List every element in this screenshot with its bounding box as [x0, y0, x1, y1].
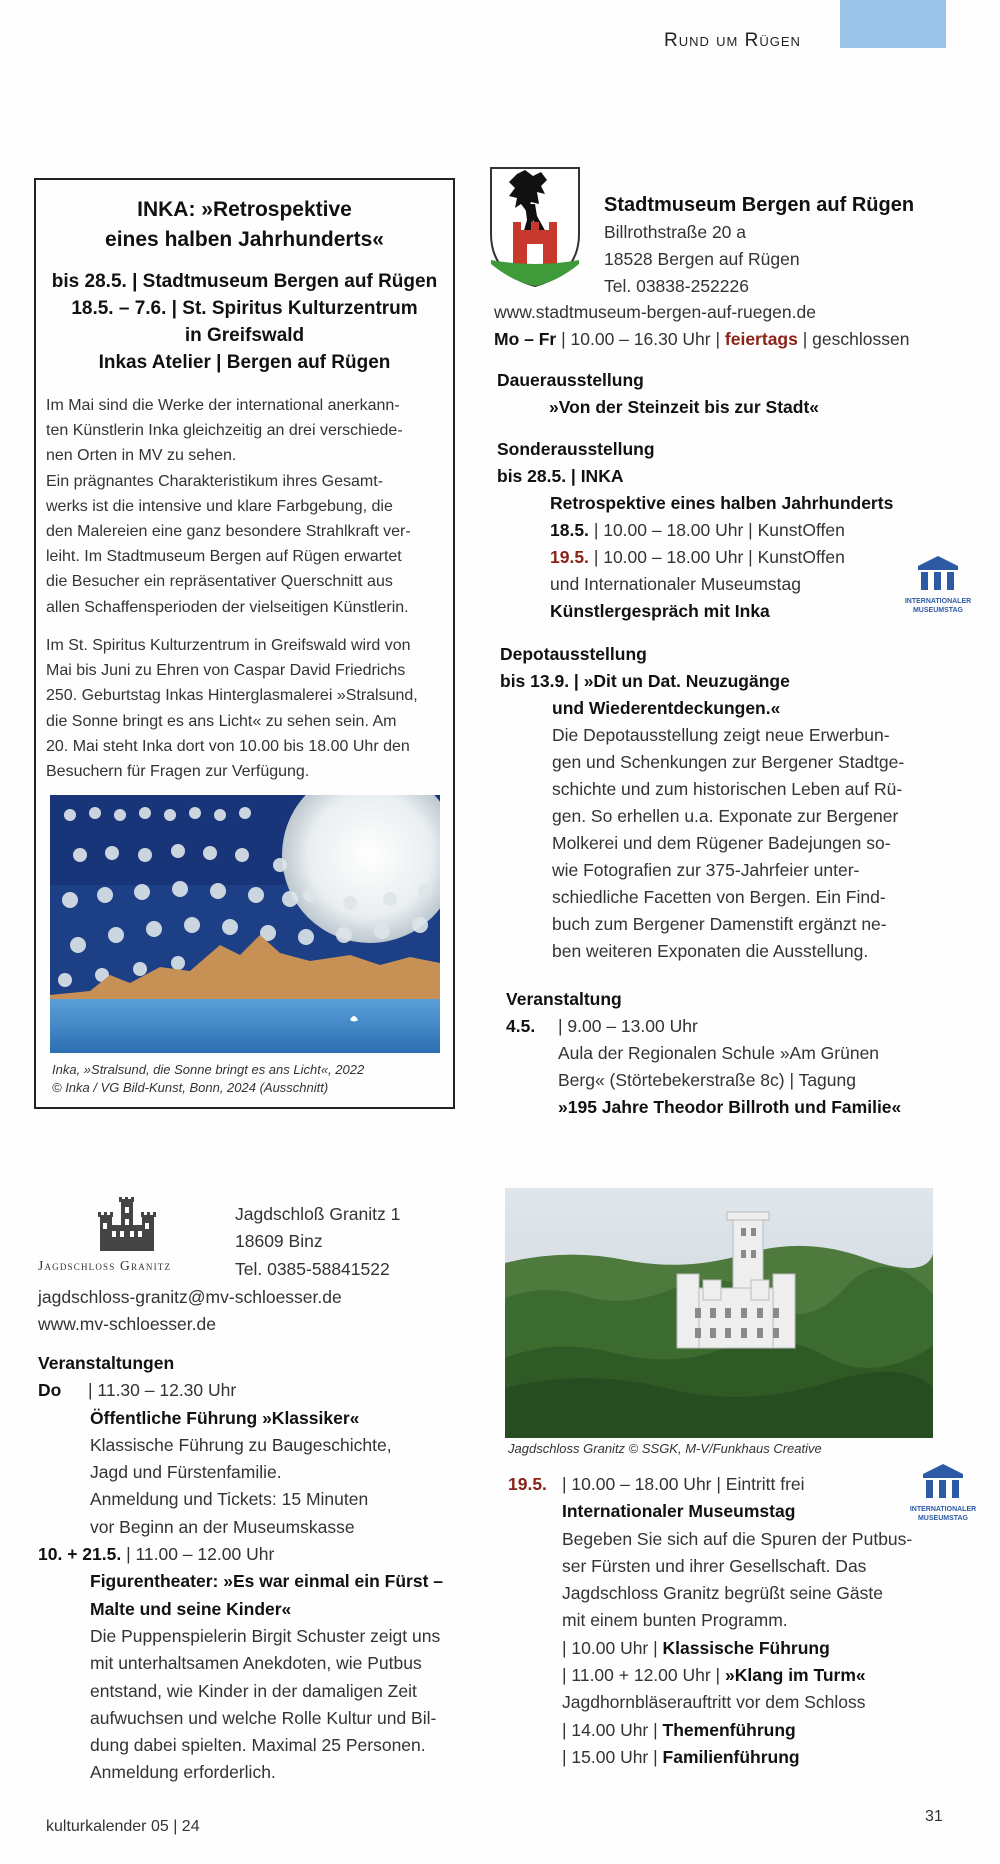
- text-line: Begeben Sie sich auf die Spuren der Putbus-: [562, 1528, 913, 1549]
- text-line: schichte und zum historischen Leben auf Rü-: [552, 779, 903, 799]
- program-item: [562, 1717, 948, 1744]
- event-time: | 11.30 – 12.30 Uhr: [88, 1380, 237, 1401]
- jagdschloss-events: [38, 1350, 488, 1787]
- event-place: Aula der Regionalen Schule »Am Grünen: [558, 1043, 880, 1063]
- dauerausstellung: [497, 367, 819, 421]
- event-1-title: Öffentliche Führung »Klassiker«: [90, 1407, 360, 1428]
- event-place: Berg« (Störtebekerstraße 8c) | Tagung: [558, 1070, 856, 1090]
- museumstag-logo: [898, 1460, 988, 1530]
- text-line: ben weiteren Exponaten die Ausstellung.: [552, 941, 869, 961]
- text-line: die Besucher ein repräsentativer Querschnitt aus: [46, 573, 393, 591]
- text-line: werks ist die intensive und klare Farbgebung, die: [46, 497, 393, 515]
- jagdschloss-website-link[interactable]: www.mv-schloesser.de: [38, 1314, 216, 1335]
- jagdschloss-street: Jagdschloß Granitz 1: [235, 1204, 401, 1224]
- jagdschloss-logo-text: Jagdschloss Granitz: [38, 1258, 172, 1273]
- event-2-time-line: [38, 1541, 488, 1568]
- logo-line: INTERNATIONALER: [904, 598, 972, 605]
- text-line: Die Puppenspielerin Birgit Schuster zeigt uns: [90, 1625, 441, 1646]
- museumstag-event: [508, 1471, 948, 1771]
- text-line: ten Künstlerin Inka gleichzeitig an drei verschiede-: [46, 422, 403, 440]
- event-date: 4.5.: [506, 1016, 536, 1036]
- inka-artwork-image: [50, 795, 440, 1053]
- museum-city: 18528 Bergen auf Rügen: [604, 249, 800, 269]
- section-color-tab: [840, 0, 946, 48]
- event-date: 19.5.: [508, 1474, 547, 1494]
- text-line: Im St. Spiritus Kulturzentrum in Greifswald wird von: [46, 637, 411, 654]
- dauer-heading: Dauerausstellung: [497, 370, 644, 390]
- jagdschloss-photo: [505, 1188, 933, 1438]
- museum-website-link[interactable]: www.stadtmuseum-bergen-auf-ruegen.de: [494, 302, 816, 322]
- event-title: »195 Jahre Theodor Billroth und Familie«: [558, 1097, 902, 1117]
- bergen-coat-of-arms-icon: [487, 164, 583, 290]
- museumstag-building-icon: [898, 1460, 988, 1500]
- event-heading: Veranstaltung: [506, 989, 622, 1009]
- program-time: | 11.00 + 12.00 Uhr |: [562, 1665, 721, 1686]
- text-line: Klassische Führung zu Baugeschichte,: [90, 1434, 392, 1455]
- date: 18.5.: [550, 520, 589, 540]
- event-3-title: Internationaler Museumstag: [562, 1501, 796, 1522]
- text-line: ser Fürsten und ihrer Gesellschaft. Das: [562, 1555, 867, 1576]
- inka-paragraph-1: [46, 393, 444, 620]
- inka-date-line: Inkas Atelier | Bergen auf Rügen: [98, 352, 391, 373]
- stadtmuseum-address: [604, 192, 914, 300]
- caption-line: Inka, »Stralsund, die Sonne bringt es ans Licht«, 2022: [52, 1062, 365, 1077]
- depot-until: bis 13.9. | »Dit un Dat. Neuzugänge: [500, 671, 790, 691]
- event-3-time-line: [508, 1471, 948, 1498]
- sonder-title: Retrospektive eines halben Jahrhunderts: [550, 493, 894, 513]
- text-line: gen. So erhellen u.a. Exponate zur Bergener: [552, 806, 899, 826]
- text-line: wie Fotografien zur 375-Jahrfeier unter-: [552, 860, 860, 880]
- program-title: »Klang im Turm«: [724, 1665, 866, 1686]
- sonder-until: bis 28.5. | INKA: [497, 466, 624, 486]
- inka-image-caption: [52, 1061, 447, 1097]
- inka-dates: [36, 268, 453, 376]
- inka-date-line: bis 28.5. | Stadtmuseum Bergen auf Rügen: [51, 271, 438, 292]
- event-2-title: Malte und seine Kinder«: [90, 1598, 292, 1619]
- sonder-date-2-line2: und Internationaler Museumstag: [550, 574, 801, 594]
- museum-street: Billrothstraße 20 a: [604, 222, 747, 242]
- logo-line: INTERNATIONALER: [909, 1506, 977, 1513]
- text-line: dung dabei spielten. Maximal 25 Personen.: [90, 1735, 426, 1756]
- event-time: | 11.00 – 12.00 Uhr: [126, 1544, 275, 1565]
- inka-date-line: in Greifswald: [184, 325, 305, 346]
- hours-closed: | geschlossen: [802, 329, 910, 349]
- jagdschloss-castle-icon: [94, 1197, 160, 1253]
- text-line: schiedliche Facetten von Bergen. Ein Find-: [552, 887, 886, 907]
- jagdschloss-phone: Tel. 0385-58841522: [235, 1258, 390, 1279]
- jagdschloss-email-link[interactable]: jagdschloss-granitz@mv-schloesser.de: [38, 1287, 342, 1307]
- text-line: die Sonne bringt es ans Licht« zu sehen sein. Am: [46, 712, 397, 730]
- hours-holiday: feiertags: [724, 329, 798, 349]
- text-line: Besuchern für Fragen zur Verfügung.: [46, 763, 310, 781]
- text-line: Die Depotausstellung zeigt neue Erwerbun-: [552, 725, 890, 745]
- museum-phone: Tel. 03838-252226: [604, 276, 749, 296]
- text-line: vor Beginn an der Museumskasse: [90, 1516, 355, 1537]
- text-line: Ein prägnantes Charakteristikum ihres Gesamt-: [46, 472, 384, 490]
- jagdschloss-photo-caption: Jagdschloss Granitz © SSGK, M-V/Funkhaus Creative: [508, 1441, 822, 1456]
- museumstag-logo: [893, 552, 983, 622]
- logo-line: MUSEUMSTAG: [912, 607, 964, 614]
- dauer-title: »Von der Steinzeit bis zur Stadt«: [549, 397, 820, 417]
- event-2-title: Figurentheater: »Es war einmal ein Fürst –: [90, 1571, 444, 1592]
- text-line: aufwuchsen und welche Rolle Kultur und Bil-: [90, 1707, 437, 1728]
- text-line: Jagdschloss Granitz begrüßt seine Gäste: [562, 1583, 883, 1604]
- jagdschloss-contact: [38, 1284, 342, 1339]
- time: | 10.00 – 18.00 Uhr | KunstOffen: [593, 520, 845, 540]
- program-subline: Jagdhornbläserauftritt vor dem Schloss: [562, 1692, 866, 1713]
- publication-footer: kulturkalender 05 | 24: [46, 1818, 200, 1835]
- text-line: buch zum Bergener Damenstift ergänzt ne-: [552, 914, 887, 934]
- date: 19.5.: [550, 547, 589, 567]
- text-line: Mai bis Juni zu Ehren von Caspar David Friedrichs: [46, 662, 406, 680]
- stadtmuseum-web-hours: [494, 299, 909, 353]
- program-title: Themenführung: [662, 1719, 796, 1740]
- logo-line: MUSEUMSTAG: [917, 1515, 969, 1522]
- text-line: Molkerei und dem Rügener Badejungen so-: [552, 833, 891, 853]
- hours-time: | 10.00 – 16.30 Uhr |: [561, 329, 721, 349]
- event-time: | 10.00 – 18.00 Uhr | Eintritt frei: [562, 1474, 805, 1494]
- program-time: | 14.00 Uhr |: [562, 1719, 658, 1740]
- text-line: Im Mai sind die Werke der international anerkann-: [46, 397, 400, 414]
- jagdschloss-city: 18609 Binz: [235, 1231, 323, 1252]
- event-time: | 9.00 – 13.00 Uhr: [558, 1016, 698, 1036]
- sonder-heading: Sonderausstellung: [497, 439, 655, 459]
- text-line: Anmeldung erforderlich.: [90, 1762, 276, 1783]
- depot-heading: Depotausstellung: [500, 644, 647, 664]
- text-line: Jagd und Fürstenfamilie.: [90, 1462, 282, 1483]
- program-title: Familienführung: [662, 1746, 800, 1767]
- inka-title-line: INKA: »Retrospektive: [137, 198, 352, 221]
- program-time: | 10.00 Uhr |: [562, 1637, 658, 1658]
- inka-date-line: 18.5. – 7.6. | St. Spiritus Kulturzentrum: [71, 298, 418, 319]
- text-line: gen und Schenkungen zur Bergener Stadtge-: [552, 752, 905, 772]
- sonder-date-2: [550, 544, 893, 571]
- text-line: den Malereien eine ganz besondere Strahlkraft ver-: [46, 523, 411, 541]
- depotausstellung: [500, 641, 904, 965]
- section-title: Rund um Rügen: [664, 30, 801, 51]
- museumstag-building-icon: [893, 552, 983, 592]
- event-date-line: [506, 1013, 901, 1040]
- page-number: 31: [925, 1808, 943, 1825]
- program-item: [562, 1662, 948, 1689]
- sonder-date-2-line3: Künstlergespräch mit Inka: [550, 601, 770, 621]
- text-line: mit unterhaltsamen Anekdoten, wie Putbus: [90, 1653, 422, 1674]
- inka-paragraph-2: [46, 633, 444, 784]
- jagdschloss-address: [235, 1201, 400, 1283]
- museum-name: Stadtmuseum Bergen auf Rügen: [604, 194, 915, 216]
- inka-title-line: eines halben Jahrhunderts«: [105, 228, 384, 251]
- text-line: allen Schaffensperioden der vielseitigen Künstlerin.: [46, 598, 409, 616]
- event-date: 10. + 21.5.: [38, 1544, 122, 1565]
- text-line: Anmeldung und Tickets: 15 Minuten: [90, 1489, 369, 1510]
- museum-opening-hours: [494, 326, 909, 353]
- program-title: Klassische Führung: [662, 1637, 830, 1658]
- event-1-time-line: [38, 1377, 488, 1404]
- stadtmuseum-veranstaltung: [506, 986, 901, 1121]
- event-day: Do: [38, 1380, 62, 1401]
- text-line: 20. Mai steht Inka dort von 10.00 bis 18.00 Uhr den: [46, 737, 410, 755]
- caption-line: © Inka / VG Bild-Kunst, Bonn, 2024 (Ausschnitt): [52, 1080, 329, 1095]
- text-line: nen Orten in MV zu sehen.: [46, 447, 237, 465]
- events-heading: Veranstaltungen: [38, 1353, 175, 1373]
- time: | 10.00 – 18.00 Uhr | KunstOffen: [593, 547, 845, 567]
- text-line: entstand, wie Kinder in der damaligen Zeit: [90, 1680, 417, 1701]
- program-item: [562, 1635, 948, 1662]
- program-time: | 15.00 Uhr |: [562, 1746, 658, 1767]
- hours-days: Mo – Fr: [494, 329, 557, 349]
- sonderausstellung: [497, 436, 893, 625]
- text-line: mit einem bunten Programm.: [562, 1610, 788, 1631]
- depot-title-2: und Wiederentdeckungen.«: [552, 698, 781, 718]
- sonder-date-1: [550, 517, 893, 544]
- text-line: 250. Geburtstag Inkas Hinterglasmalerei »Stralsund,: [46, 687, 418, 705]
- text-line: leiht. Im Stadtmuseum Bergen auf Rügen erwartet: [46, 548, 402, 566]
- program-item: [562, 1744, 948, 1771]
- inka-title: [36, 195, 453, 255]
